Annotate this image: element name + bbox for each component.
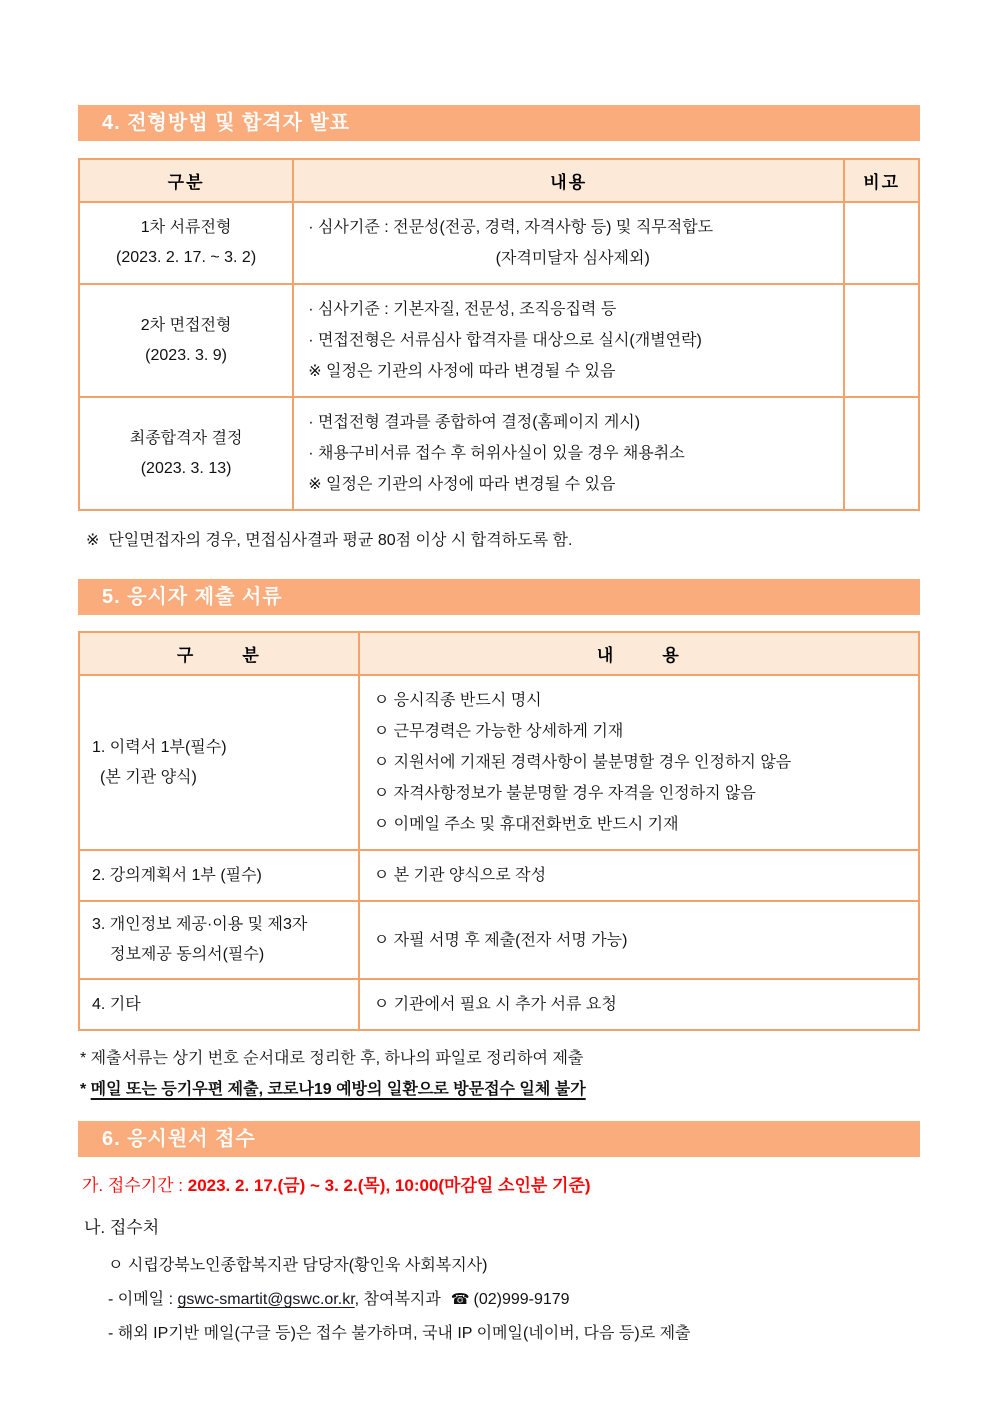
stage2-line1: · 심사기준 : 기본자질, 전문성, 조직응집력 등 xyxy=(308,301,617,318)
stage3-line3: ※ 일정은 기관의 사정에 따라 변경될 수 있음 xyxy=(308,476,616,493)
table-row-doc3 xyxy=(79,901,919,979)
submission-note-2 xyxy=(80,1074,920,1105)
stage1-name: 1차 서류전형 xyxy=(140,219,232,236)
doc2-gubun-cell xyxy=(79,850,359,901)
selection-table-header-row xyxy=(79,159,919,202)
reception-office-label: 나. 접수처 xyxy=(84,1218,160,1237)
stage1-line1: · 심사기준 : 전문성(전공, 경력, 자격사항 등) 및 직무적합도 xyxy=(308,219,714,236)
section-5-header xyxy=(78,579,920,615)
phone-icon: ☎ xyxy=(450,1291,470,1308)
doc1-gubun-cell xyxy=(79,675,359,850)
stage3-gubun-cell xyxy=(79,397,293,510)
stage3-line1: · 면접전형 결과를 종합하여 결정(홈페이지 게시) xyxy=(308,414,641,431)
single-interview-note: ※ 단일면접자의 경우, 면접심사결과 평균 80점 이상 시 합격하도록 함. xyxy=(86,532,573,549)
office-contact-line: ㅇ 시립강북노인종합복지관 담당자(황인욱 사회복지사) xyxy=(108,1257,488,1274)
section-5-title: 5. 응시자 제출 서류 xyxy=(102,586,283,608)
doc1-name-line1: 1. 이력서 1부(필수) xyxy=(92,738,227,756)
stage2-line3: ※ 일정은 기관의 사정에 따라 변경될 수 있음 xyxy=(308,363,616,380)
reception-period-line xyxy=(82,1173,920,1199)
section-6-header xyxy=(78,1121,920,1157)
doc3-gubun-cell xyxy=(79,901,359,979)
section-6-title: 6. 응시원서 접수 xyxy=(102,1128,256,1150)
stage1-bigo-cell xyxy=(844,202,919,284)
table-row-stage2 xyxy=(79,284,919,397)
doc1-name-line2: (본 기관 양식) xyxy=(100,768,197,786)
doc3-content-cell xyxy=(359,901,919,979)
reception-office-details xyxy=(108,1249,920,1351)
header-cell-gubun: 구분 xyxy=(79,159,293,202)
submission-table-header-row xyxy=(79,632,919,675)
table-row-doc2 xyxy=(79,850,919,901)
office-email-line xyxy=(108,1283,920,1317)
section-4-header xyxy=(78,105,920,141)
header-cell-gubun2: 구 분 xyxy=(79,632,359,675)
stage3-line2: · 채용구비서류 접수 후 허위사실이 있을 경우 채용취소 xyxy=(308,445,685,462)
doc1-line4: ㅇ 자격사항정보가 불분명할 경우 자격을 인정하지 않음 xyxy=(373,785,756,802)
stage3-name: 최종합격자 결정 xyxy=(129,429,243,447)
header-cell-naeyong2: 내 용 xyxy=(359,632,919,675)
doc4-content-cell xyxy=(359,979,919,1030)
email-prefix: - 이메일 : xyxy=(108,1291,178,1308)
doc4-line1: ㅇ 기관에서 필요 시 추가 서류 요청 xyxy=(373,996,617,1013)
stage2-name: 2차 면접전형 xyxy=(140,316,232,334)
doc4-gubun-cell xyxy=(79,979,359,1030)
header-cell-naeyong: 내용 xyxy=(293,159,844,202)
doc1-line3: ㅇ 지원서에 기재된 경력사항이 불분명할 경우 인정하지 않음 xyxy=(373,754,792,771)
doc3-name-line1: 3. 개인정보 제공·이용 및 제3자 xyxy=(92,916,308,933)
table-row-stage1 xyxy=(79,202,919,284)
email-suffix: , 참여복지과 xyxy=(354,1291,441,1308)
reception-period-label: 가. 접수기간 : xyxy=(82,1176,188,1195)
table-row-doc1 xyxy=(79,675,919,850)
doc1-line5: ㅇ 이메일 주소 및 휴대전화번호 반드시 기재 xyxy=(373,816,679,833)
foreign-ip-note: - 해외 IP기반 메일(구글 등)은 접수 불가하며, 국내 IP 이메일(네이버, 다음 등)로 제출 xyxy=(108,1325,691,1342)
stage2-content-cell xyxy=(293,284,844,397)
doc1-line2: ㅇ 근무경력은 가능한 상세하게 기재 xyxy=(373,723,624,740)
stage1-gubun-cell xyxy=(79,202,293,284)
doc2-content-cell xyxy=(359,850,919,901)
selection-method-table xyxy=(78,158,920,511)
stage1-content-cell xyxy=(293,202,844,284)
doc3-name-line2: 정보제공 동의서(필수) xyxy=(110,946,265,963)
stage3-bigo-cell xyxy=(844,397,919,510)
doc4-name-line1: 4. 기타 xyxy=(92,995,141,1013)
stage2-gubun-cell xyxy=(79,284,293,397)
email-link[interactable]: gswc-smartit@gswc.or.kr xyxy=(177,1291,355,1308)
doc3-line1: ㅇ 자필 서명 후 제출(전자 서명 가능) xyxy=(373,931,628,949)
stage3-date: (2023. 3. 13) xyxy=(140,459,232,477)
stage2-date: (2023. 3. 9) xyxy=(145,346,227,364)
table-row-stage3 xyxy=(79,397,919,510)
doc2-name-line1: 2. 강의계획서 1부 (필수) xyxy=(92,866,262,884)
stage1-date: (2023. 2. 17. ~ 3. 2) xyxy=(116,249,257,266)
doc1-line1: ㅇ 응시직종 반드시 명시 xyxy=(373,692,542,709)
phone-number: (02)999-9179 xyxy=(473,1291,570,1308)
submission-note-2-asterisk: * xyxy=(80,1081,91,1098)
section-4-title: 4. 전형방법 및 합격자 발표 xyxy=(102,112,351,134)
doc1-content-cell xyxy=(359,675,919,850)
submission-note-1: * 제출서류는 상기 번호 순서대로 정리한 후, 하나의 파일로 정리하여 제출 xyxy=(80,1050,584,1067)
header-cell-bigo: 비고 xyxy=(844,159,919,202)
stage3-content-cell xyxy=(293,397,844,510)
stage2-line2: · 면접전형은 서류심사 합격자를 대상으로 실시(개별연락) xyxy=(308,332,702,349)
table-row-doc4 xyxy=(79,979,919,1030)
submission-note-2-underlined: 메일 또는 등기우편 제출, 코로나19 예방의 일환으로 방문접수 일체 불가 xyxy=(90,1081,586,1098)
stage2-bigo-cell xyxy=(844,284,919,397)
submission-documents-table xyxy=(78,631,920,1031)
stage1-line2: (자격미달자 심사제외) xyxy=(495,250,650,267)
submission-notes xyxy=(80,1043,920,1105)
reception-period-value: 2023. 2. 17.(금) ~ 3. 2.(목), 10:00(마감일 소인분 기준) xyxy=(187,1176,591,1195)
doc2-line1: ㅇ 본 기관 양식으로 작성 xyxy=(373,867,547,884)
